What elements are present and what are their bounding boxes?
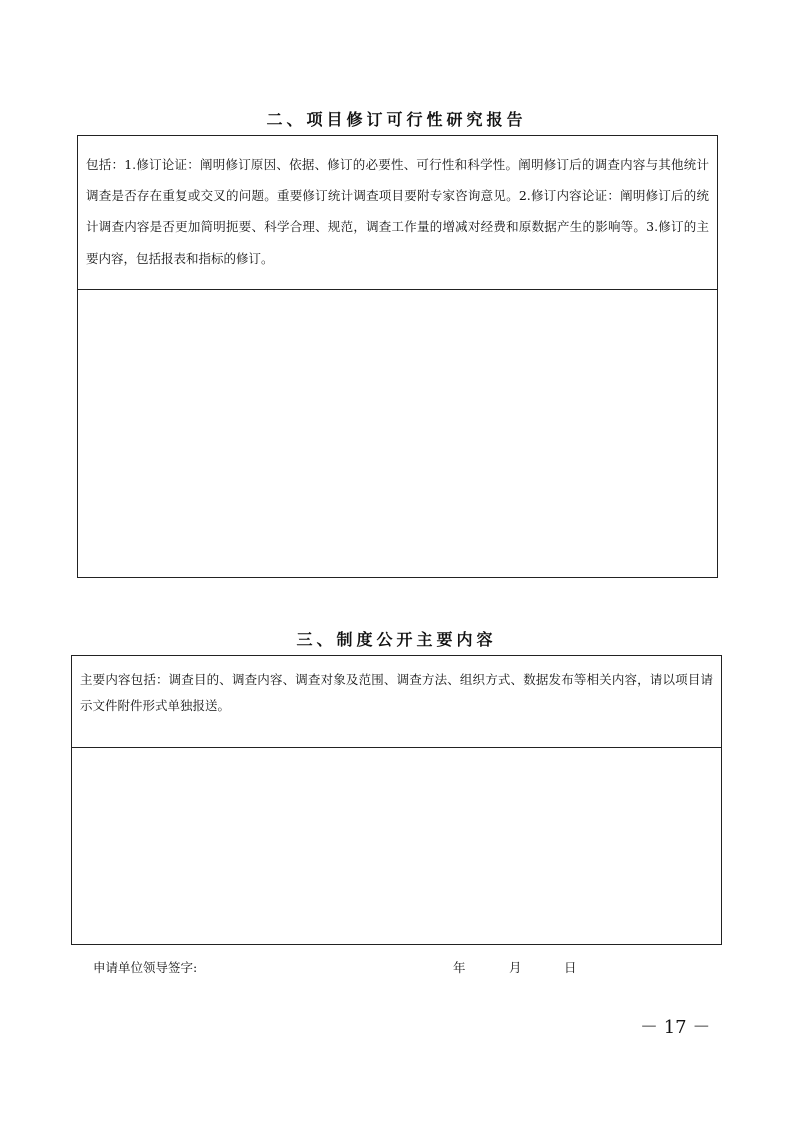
page-number: － 17 － <box>640 1017 711 1038</box>
feasibility-report-instructions <box>78 136 717 290</box>
feasibility-report-instructions-text: 包括：1.修订论证：阐明修订原因、依据、修订的必要性、可行性和科学性。阐明修订后的调查内容与其他统计调查是否存在重复或交叉的问题。重要修订统计调查项目要附专家咨询意见。2.修订内容论证：阐明修订后的统计调查内容是否更加简明扼要、科学合理、规范，调查工作量的增减对经费和原数据产生的影响等。3.修订的主要内容，包括报表和指标的修订。 <box>86 157 709 266</box>
section-2-title: 二、项目修订可行性研究报告 <box>266 110 527 129</box>
signature-month-label: 月 <box>509 960 522 975</box>
disclosure-content-area[interactable] <box>72 748 721 944</box>
disclosure-content-instructions-text: 主要内容包括：调查目的、调查内容、调查对象及范围、调查方法、组织方式、数据发布等相关内容，请以项目请示文件附件形式单独报送。 <box>80 672 713 713</box>
signature-year-label: 年 <box>453 960 466 975</box>
section-3-title: 三、制度公开主要内容 <box>296 630 497 649</box>
disclosure-content-instructions <box>72 656 721 748</box>
feasibility-report-box <box>77 135 718 578</box>
signature-label: 申请单位领导签字: <box>93 960 198 975</box>
feasibility-report-content-area[interactable] <box>78 290 717 577</box>
signature-day-label: 日 <box>564 960 577 975</box>
disclosure-content-box <box>71 655 722 945</box>
